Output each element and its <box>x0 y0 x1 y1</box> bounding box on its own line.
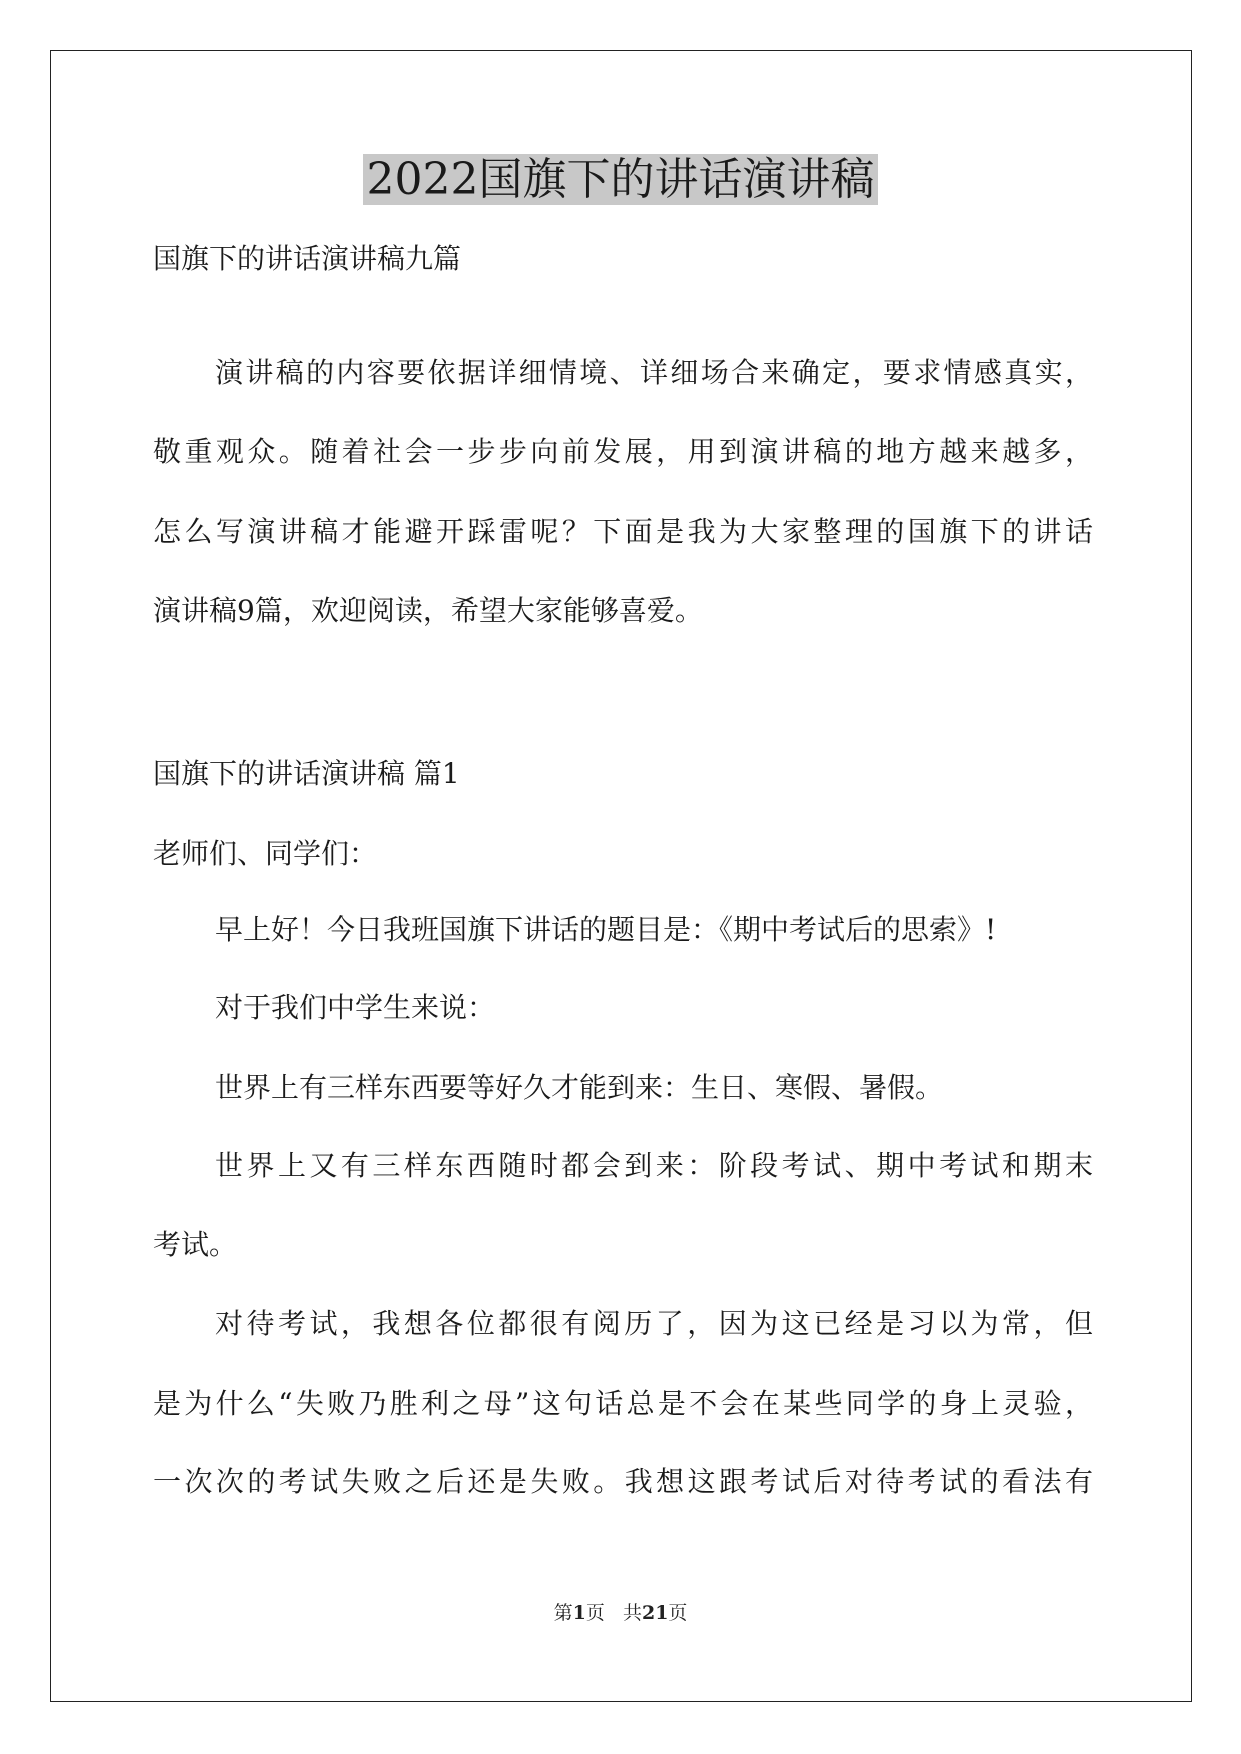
salutation: 老师们、同学们： <box>153 837 378 870</box>
intro-line-1: 演讲稿的内容要依据详细情境、详细场合来确定，要求情感真实， <box>215 356 1093 389</box>
intro-line-3: 怎么写演讲稿才能避开踩雷呢？下面是我为大家整理的国旗下的讲话 <box>153 515 1093 548</box>
intro-line-4: 演讲稿9篇，欢迎阅读，希望大家能够喜爱。 <box>153 594 703 627</box>
body-paragraph-greeting: 早上好！今日我班国旗下讲话的题目是：《期中考试后的思索》! <box>215 913 997 946</box>
page-footer: 第1页 共21页 <box>553 1602 688 1624</box>
body-paragraph-attitude-line-1: 对待考试，我想各位都很有阅历了，因为这已经是习以为常，但 <box>215 1307 1093 1340</box>
body-paragraph-exams-line-1: 世界上又有三样东西随时都会到来：阶段考试、期中考试和期末 <box>215 1149 1093 1182</box>
body-paragraph-exams-line-2: 考试。 <box>153 1228 238 1261</box>
body-paragraph-attitude-line-3: 一次次的考试失败之后还是失败。我想这跟考试后对待考试的看法有 <box>153 1465 1093 1498</box>
body-paragraph-intro: 对于我们中学生来说： <box>215 991 496 1024</box>
page-border <box>50 50 1192 1702</box>
current-page-number: 1 <box>572 1602 586 1624</box>
total-page-count: 21 <box>641 1602 669 1624</box>
document-subtitle: 国旗下的讲话演讲稿九篇 <box>153 242 462 275</box>
intro-line-2: 敬重观众。随着社会一步步向前发展，用到演讲稿的地方越来越多， <box>153 435 1093 468</box>
document-title: 2022国旗下的讲话演讲稿 <box>0 150 1241 210</box>
section-heading: 国旗下的讲话演讲稿 篇1 <box>153 757 460 790</box>
body-paragraph-attitude-line-2: 是为什么“失败乃胜利之母”这句话总是不会在某些同学的身上灵验， <box>153 1387 1093 1420</box>
body-paragraph-waiting: 世界上有三样东西要等好久才能到来：生日、寒假、暑假。 <box>215 1071 944 1104</box>
